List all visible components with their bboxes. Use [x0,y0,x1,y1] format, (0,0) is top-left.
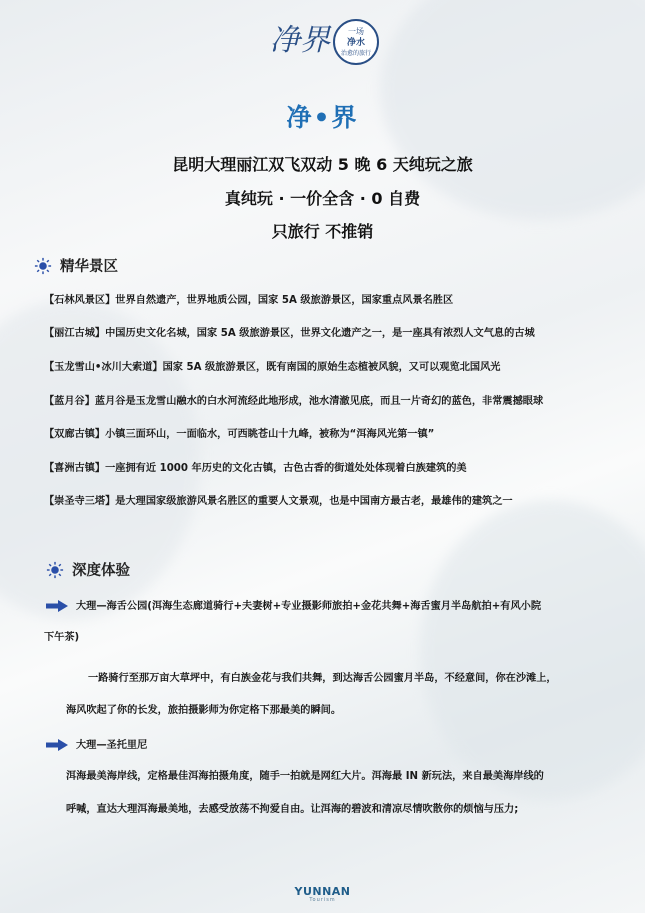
arrow-right-icon [46,739,68,751]
highlight-item: 【崇圣寺三塔】是大理国家级旅游风景名胜区的重要人文景观，也是中国南方最古老，最雄伟的建筑之一 [44,496,513,507]
section-experience-title: 深度体验 [72,563,130,579]
route-1-title: 大理—海舌公园(洱海生态廊道骑行+夫妻树+专业摄影师旅拍+金花共舞+海舌蜜月半岛航拍+有风小院 [76,601,542,612]
trip-slogan: 只旅行 不推销 [271,222,374,241]
route-1-desc: 海风吹起了你的长发，旅拍摄影师为你定格下那最美的瞬间。 [66,705,342,716]
sun-icon [34,257,52,275]
section-highlights-header [34,255,118,276]
highlight-item: 【喜洲古镇】一座拥有近 1000 年历史的文化古镇，古色古香的街道处处体现着白族建筑的美 [44,463,467,474]
highlight-item: 【丽江古城】中国历史文化名城，国家 5A 级旅游景区，世界文化遗产之一，是一座具有浓烈人文气息的古城 [44,328,535,339]
section-highlights-title: 精华景区 [60,259,118,275]
section-experience-header [46,559,130,580]
route-2-title: 大理—圣托里尼 [76,740,148,751]
route-1-desc: 一路骑行至那万亩大草坪中，有白族金花与我们共舞，到达海舌公园蜜月半岛，不经意间，你在沙滩上， [88,673,557,684]
footer-brand [0,885,645,903]
highlight-item: 【玉龙雪山•冰川大索道】国家 5A 级旅游景区，既有南国的原始生态植被风貌，又可以观览北国风光 [44,362,501,373]
highlight-item: 【蓝月谷】蓝月谷是玉龙雪山融水的白水河流经此地形成，池水清澈见底，而且一片奇幻的蓝色，非常震撼眼球 [44,396,544,407]
highlight-item: 【双廊古镇】小镇三面环山，一面临水，可西眺苍山十九峰，被称为“洱海风光第一镇” [44,429,435,440]
route-2-heading [46,736,147,751]
route-1-title-cont: 下午茶) [44,632,80,643]
arrow-right-icon [46,600,68,612]
sun-icon [46,561,64,579]
route-2-desc: 呼喊，直达大理洱海最美地，去感受放荡不拘爱自由。让洱海的碧波和清凉尽情吹散你的烦恼与压力; [66,804,519,815]
route-1-heading [46,597,541,612]
route-2-desc: 洱海最美海岸线，定格最佳洱海拍摄角度，随手一拍就是网红大片。洱海最 IN 新玩法，来自最美海岸线的 [66,771,544,782]
footer-brand-text: YUNNAN [294,885,351,898]
logo-badge-line: 一场 [348,27,364,36]
trip-title: 昆明大理丽江双飞双动 5 晚 6 天纯玩之旅 [172,155,473,174]
logo-badge-line: 净水 [346,38,366,48]
logo-graphic [268,10,386,74]
brand-title: 净•界 [286,103,359,132]
logo-badge-line: 治愈的旅行 [340,50,372,57]
highlight-item: 【石林风景区】世界自然遗产，世界地质公园，国家 5A 级旅游景区，国家重点风景名胜区 [44,295,454,306]
logo [268,10,386,74]
footer-brand-sub: Tourism [309,897,336,903]
logo-main-chars: 净界 [270,23,330,58]
trip-tagline: 真纯玩 · 一价全含 · 0 自费 [224,189,421,208]
background-swirl [420,500,645,800]
